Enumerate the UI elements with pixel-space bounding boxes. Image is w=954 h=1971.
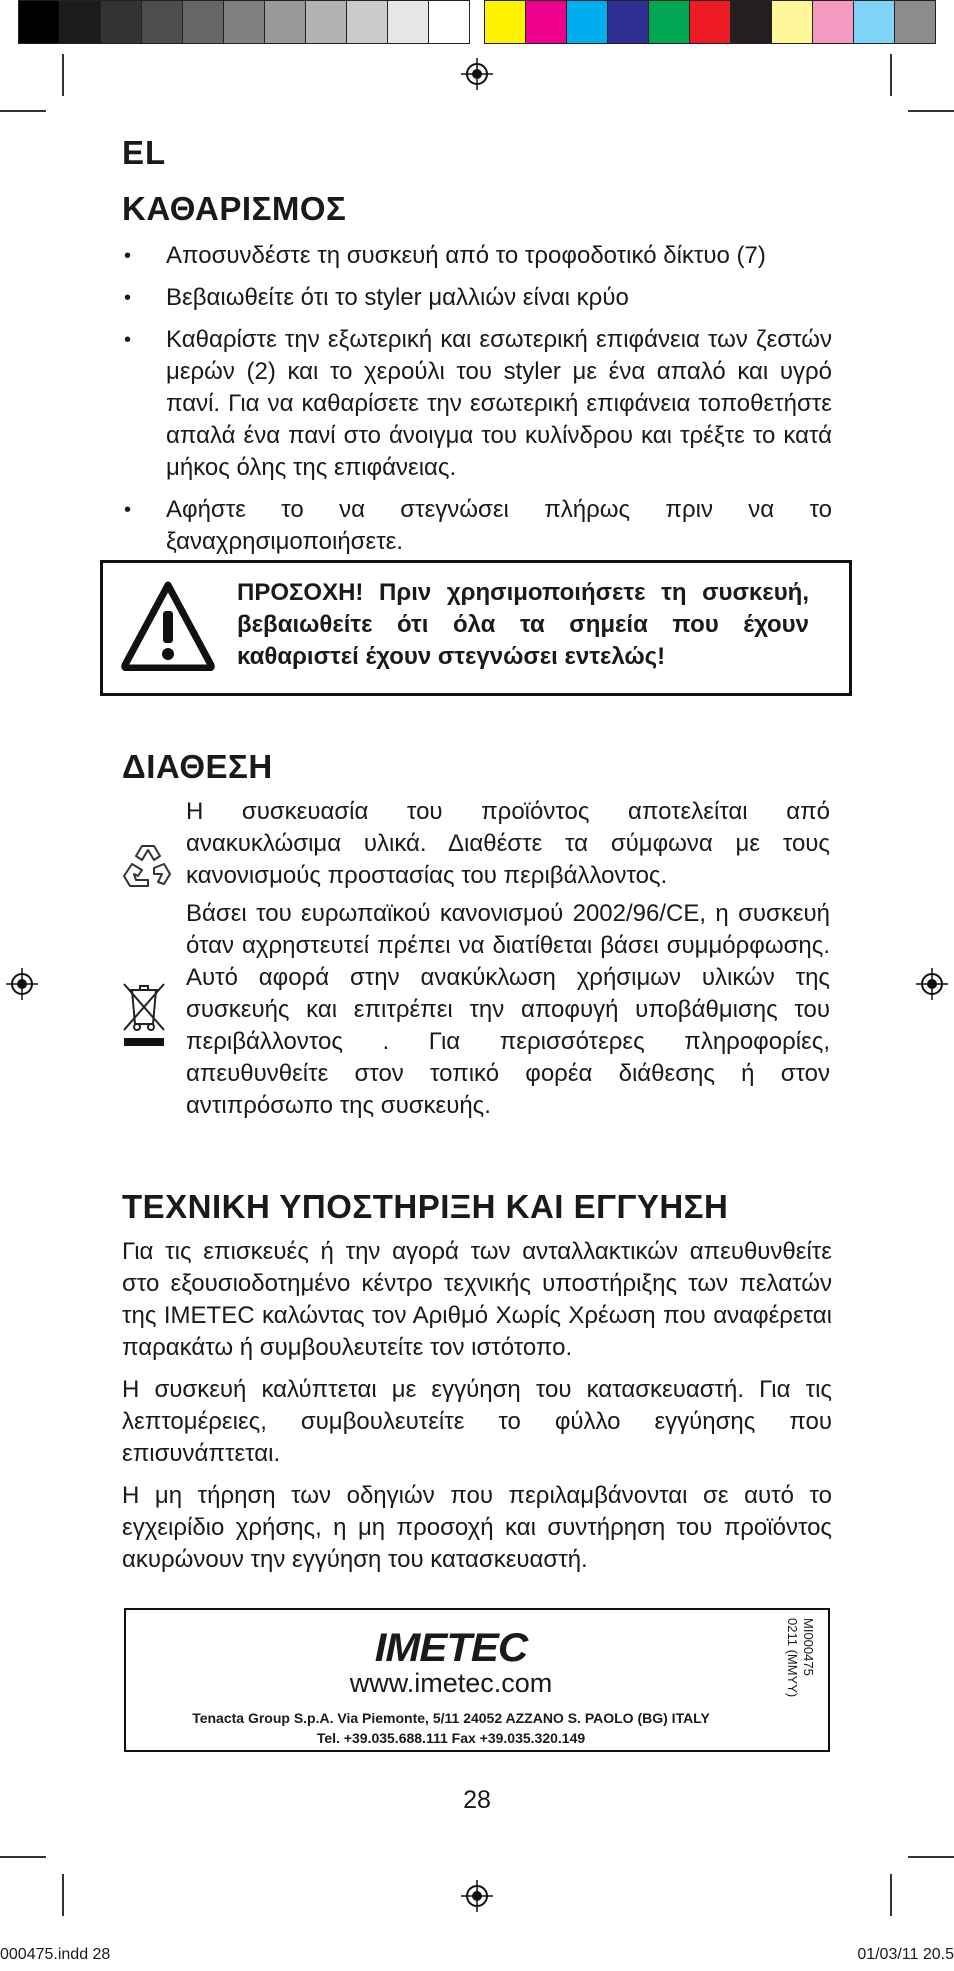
color-swatch [224, 1, 265, 43]
support-section [122, 1188, 832, 1576]
registration-mark-icon [916, 968, 948, 1000]
list-item: • Καθαρίστε την εξωτερική και εσωτερική επιφάνεια των ζεστών μερών (2) και το χερούλι του styler με ένα απαλό και υγρό πανί. Για να καθαρίσετε την εσωτερική επιφάνεια τοποθετήστε απαλά ένα πανί στο άνοιγμα του κυλίνδρου και τρέξτε το κατά μήκος όλης της επιφάνειας. [122, 324, 832, 484]
language-code: EL [122, 134, 167, 171]
color-swatch [60, 1, 101, 43]
color-swatch [608, 1, 649, 43]
registration-mark-icon [461, 58, 493, 90]
packaging-paragraph: Η συσκευασία του προϊόντος αποτελείται από ανακυκλώσιμα υλικά. Διαθέστε τα σύμφωνα με τους κανονισμούς προστασίας του περιβάλλοντος. [186, 798, 830, 889]
weee-paragraph: Βάσει του ευρωπαϊκού κανονισμού 2002/96/CE, η συσκευή όταν αχρηστευτεί πρέπει να διατίθεται βάσει συμμόρφωσης. Αυτό αφορά στην ανακύκλωση χρήσιμων υλικών της συσκευής και επιτρέπει την αποφυγή υποβάθμισης του περιβάλλοντος . Για περισσότερες πληροφορίες, απευθυνθείτε στον τοπικό φορέα διάθεσης ή στον αντιπρόσωπο της συσκευής. [186, 900, 830, 1119]
document-code [780, 1618, 816, 1744]
company-address: Tenacta Group S.p.A. Via Piemonte, 5/11 24052 AZZANO S. PAOLO (BG) ITALY [192, 1710, 710, 1726]
document-code-date: 0211 (MMYY) [785, 1618, 800, 1698]
color-swatch [649, 1, 690, 43]
registration-mark-icon [461, 1880, 493, 1912]
list-item: • Αποσυνδέστε τη συσκευή από το τροφοδοτικό δίκτυο (7) [122, 240, 832, 272]
crop-mark [0, 1856, 46, 1858]
color-swatch [813, 1, 854, 43]
warning-triangle-icon [121, 581, 215, 671]
cleaning-title: ΚΑΘΑΡΙΣΜΟΣ [122, 190, 347, 227]
grayscale-color-bar [18, 0, 470, 44]
warranty-void-paragraph: Η μη τήρηση των οδηγιών που περιλαμβάνονται σε αυτό το εγχειρίδιο χρήσης, η μη προσοχή και συντήρηση του προϊόντος ακυρώνουν την εγγύηση του κατασκευαστή. [122, 1482, 832, 1573]
document-code-id: MI000475 [801, 1618, 816, 1676]
warning-box [100, 560, 852, 696]
crop-mark [890, 1874, 892, 1916]
process-color-bar [484, 0, 936, 44]
date-slug: 01/03/11 20.5 [857, 1946, 954, 1963]
crop-mark [0, 110, 46, 112]
color-swatch [854, 1, 895, 43]
disposal-title: ΔΙΑΘΕΣΗ [122, 748, 273, 785]
color-swatch [142, 1, 183, 43]
support-title: ΤΕΧΝΙΚΗ ΥΠΟΣΤΗΡΙΞΗ ΚΑΙ ΕΓΓΥΗΣΗ [122, 1188, 729, 1225]
list-item: • Βεβαιωθείτε ότι το styler μαλλιών είναι κρύο [122, 282, 832, 314]
crop-mark [62, 1874, 64, 1916]
color-swatch [101, 1, 142, 43]
website-url: www.imetec.com [349, 1668, 553, 1698]
color-swatch [429, 1, 469, 43]
page-number: 28 [463, 1786, 491, 1814]
file-slug: 000475.indd 28 [0, 1946, 111, 1963]
imetec-logo: IMETEC [374, 1626, 528, 1670]
warning-text: ΠΡΟΣΟΧΗ! Πριν χρησιμοποιήσετε τη συσκευή, βεβαιωθείτε ότι όλα τα σημεία που έχουν καθαριστεί έχουν στεγνώσει εντελώς! [237, 579, 809, 670]
cleaning-list [122, 240, 832, 558]
color-swatch [388, 1, 429, 43]
color-swatch [347, 1, 388, 43]
recycle-icon [120, 838, 176, 894]
color-swatch [183, 1, 224, 43]
color-swatch [895, 1, 935, 43]
crop-mark [890, 54, 892, 96]
crossed-bin-icon [120, 980, 168, 1048]
list-item: • Αφήστε το να στεγνώσει πλήρως πριν να το ξαναχρησιμοποιήσετε. [122, 494, 832, 558]
color-swatch [485, 1, 526, 43]
color-swatch [772, 1, 813, 43]
cleaning-section [122, 190, 832, 568]
crop-mark [62, 54, 64, 96]
color-swatch [567, 1, 608, 43]
crop-mark [908, 1856, 954, 1858]
color-swatch [526, 1, 567, 43]
registration-mark-icon [6, 968, 38, 1000]
company-phone: Tel. +39.035.688.111 Fax +39.035.320.149 [316, 1730, 586, 1746]
color-swatch [306, 1, 347, 43]
color-swatch [731, 1, 772, 43]
manufacturer-info-box [124, 1608, 830, 1752]
support-paragraph: Για τις επισκευές ή την αγορά των ανταλλακτικών απευθυνθείτε στο εξουσιοδοτημένο κέντρο τεχνικής υποστήριξης των πελατών της IMETEC καλώντας τον Αριθμό Χωρίς Χρέωση που αναφέρεται παρακάτω ή συμβουλευτείτε τον ιστότοπο. [122, 1238, 832, 1361]
color-swatch [19, 1, 60, 43]
color-swatch [690, 1, 731, 43]
crop-mark [908, 110, 954, 112]
warranty-paragraph: Η συσκευή καλύπτεται με εγγύηση του κατασκευαστή. Για τις λεπτομέρειες, συμβουλευτείτε το φύλλο εγγύησης που επισυνάπτεται. [122, 1376, 832, 1467]
color-swatch [265, 1, 306, 43]
